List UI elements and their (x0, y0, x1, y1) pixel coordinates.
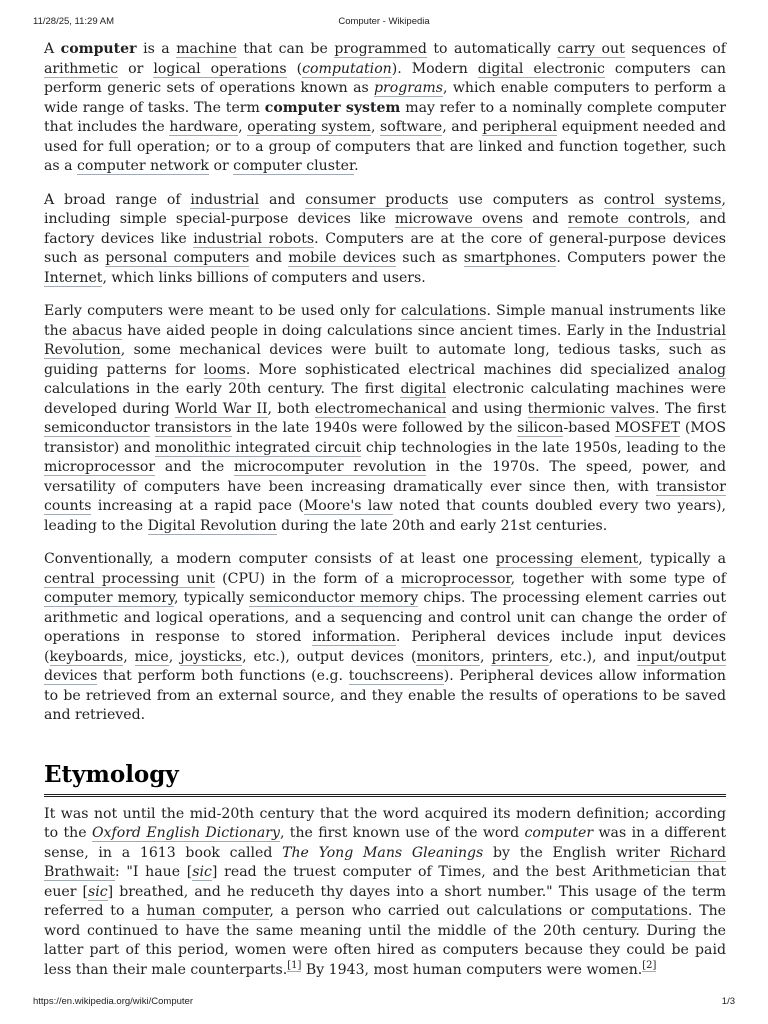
link-human-computer[interactable]: human computer (146, 903, 270, 919)
link-moores-law[interactable]: Moore's law (303, 498, 393, 514)
italic-term: computer (524, 825, 594, 841)
bold-term: computer (60, 41, 137, 57)
reference-1 (287, 960, 301, 972)
reference-link-1[interactable]: [1] (287, 959, 302, 971)
link-touchscreens[interactable]: touchscreens (348, 668, 444, 684)
link-input-output-devices[interactable]: input/output devices (44, 648, 726, 684)
print-page-number: 1/3 (721, 996, 735, 1007)
link-abacus[interactable]: abacus (72, 322, 123, 339)
link-silicon[interactable]: silicon (517, 420, 564, 436)
bold-term: computer system (264, 99, 401, 116)
reference-2 (642, 960, 656, 972)
link-electromechanical[interactable]: electromechanical (314, 400, 447, 417)
link-carry-out[interactable]: carry out (557, 41, 625, 57)
link-operating-system[interactable]: operating system (247, 119, 371, 135)
link-transistor-counts[interactable]: transistor counts (44, 478, 726, 514)
link-personal-computers[interactable]: personal computers (105, 250, 250, 266)
link-programmed[interactable]: programmed (334, 41, 427, 57)
link-computer-cluster[interactable]: computer cluster (233, 158, 355, 174)
link-calculations[interactable]: calculations (400, 303, 487, 319)
link-hardware[interactable]: hardware (169, 119, 239, 135)
link-computer-network[interactable]: computer network (77, 158, 209, 174)
link-microprocessor[interactable]: microprocessor (44, 459, 156, 475)
book-title: The Yong Mans Gleanings (282, 844, 484, 861)
link-microwave-ovens[interactable]: microwave ovens (395, 211, 524, 227)
link-joysticks[interactable]: joysticks (180, 648, 243, 665)
link-peripheral[interactable]: peripheral (482, 119, 558, 135)
link-sic[interactable]: sic (192, 864, 212, 880)
link-programs[interactable]: programs (374, 80, 444, 96)
link-thermionic-valves[interactable]: thermionic valves (527, 400, 656, 417)
link-machine[interactable]: machine (176, 41, 237, 57)
link-computer-memory[interactable]: computer memory (44, 590, 175, 606)
link-arithmetic[interactable]: arithmetic (44, 60, 119, 77)
intro-paragraph-2: A broad range of industrial and consumer products use computers as control systems, including simple special-purpose devices like microwave ovens and remote controls, and factory devices like industrial robots. Computers are at the core of general-purpose devices such as personal computers and mobile devices such as smartphones. Computers power the Internet, which links billions of computers and users. (44, 191, 727, 286)
link-microcomputer-revolution[interactable]: microcomputer revolution (233, 459, 427, 475)
link-computation[interactable]: computation (302, 60, 392, 77)
link-remote-controls[interactable]: remote controls (567, 211, 686, 227)
link-computations[interactable]: computations (591, 903, 688, 919)
link-richard-brathwait[interactable]: Richard Brathwait (44, 844, 726, 880)
link-mice[interactable]: mice (134, 648, 169, 665)
link-semiconductor-memory[interactable]: semiconductor memory (249, 590, 419, 606)
link-world-war-ii[interactable]: World War II (175, 400, 268, 417)
reference-link-2[interactable]: [2] (642, 959, 657, 971)
print-page-title: Computer - Wikipedia (338, 16, 430, 27)
link-printers[interactable]: printers (491, 648, 549, 665)
etymology-paragraph: It was not until the mid-20th century that the word acquired its modern definition; according to the Oxford English Dictionary, the first known use of the word computer was in a different sense, in a 1613 book called The Yong Mans Gleanings by the English writer Richard Brathwait: "I haue [sic] read the truest computer of Times, and the best Arithmetician that euer [sic] breathed, and he reduceth thy dayes into a short number." This usage of the term referred to a human computer, a person who carried out calculations or computations. The word continued to have the same meaning until the middle of the 20th century. During the latter part of this period, women were often hired as computers because they could be paid less than their male counterparts.[1] By 1943, most human computers were women.[2] (44, 805, 727, 978)
link-microprocessor[interactable]: microprocessor (401, 570, 511, 587)
link-semiconductor[interactable]: semiconductor (44, 420, 150, 436)
link-digital-revolution[interactable]: Digital Revolution (147, 517, 277, 534)
link-smartphones[interactable]: smartphones (463, 250, 557, 266)
link-monolithic-integrated-circuit[interactable]: monolithic integrated circuit (155, 439, 362, 456)
print-datetime: 11/28/25, 11:29 AM (33, 16, 114, 27)
link-industrial[interactable]: industrial (190, 191, 260, 208)
print-footer (33, 996, 735, 1010)
intro-paragraph-3: Early computers were meant to be used only for calculations. Simple manual instruments like the abacus have aided people in doing calculations since ancient times. Early in the Industrial Revolution, some mechanical devices were built to automate long, tedious tasks, such as guiding patterns for looms. More sophisticated electrical machines did specialized analog calculations in the early 20th century. The first digital electronic calculating machines were developed during World War II, both electromechanical and using thermionic valves. The first semiconductor transistors in the late 1940s were followed by the silicon-based MOSFET (MOS transistor) and monolithic integrated circuit chip technologies in the late 1950s, leading to the microprocessor and the microcomputer revolution in the 1970s. The speed, power, and versatility of computers have been increasing dramatically ever since then, with transistor counts increasing at a rapid pace (Moore's law noted that counts doubled every two years), leading to the Digital Revolution during the late 20th and early 21st centuries. (44, 303, 727, 534)
link-logical-operations[interactable]: logical operations (153, 60, 287, 77)
link-keyboards[interactable]: keyboards (49, 648, 124, 665)
link-central-processing-unit[interactable]: central processing unit (44, 570, 215, 587)
link-control-systems[interactable]: control systems (603, 191, 722, 208)
link-mobile-devices[interactable]: mobile devices (288, 250, 397, 266)
link-digital-electronic[interactable]: digital electronic (477, 60, 605, 77)
print-url: https://en.wikipedia.org/wiki/Computer (33, 996, 193, 1007)
link-consumer-products[interactable]: consumer products (305, 191, 449, 208)
link-looms[interactable]: looms (203, 361, 246, 378)
link-analog[interactable]: analog (678, 361, 726, 378)
link-processing-element[interactable]: processing element (495, 551, 639, 567)
link-internet[interactable]: Internet (44, 269, 103, 286)
intro-paragraph-1: A computer is a machine that can be programmed to automatically carry out sequences of arithmetic or logical operations (computation). Modern digital electronic computers can perform generic sets of operations known as programs, which enable computers to perform a wide range of tasks. The term computer system may refer to a nominally complete computer that includes the hardware, operating system, software, and peripheral equipment needed and used for full operation; or to a group of computers that are linked and function together, such as a computer network or computer cluster. (44, 41, 727, 174)
link-information[interactable]: information (312, 629, 396, 645)
link-monitors[interactable]: monitors (416, 648, 481, 665)
link-oxford-english-dictionary[interactable]: Oxford English Dictionary (91, 825, 280, 841)
link-sic[interactable]: sic (88, 883, 108, 900)
section-heading-etymology: Etymology (44, 760, 726, 797)
link-industrial-revolution[interactable]: Industrial Revolution (44, 322, 726, 358)
link-digital[interactable]: digital (400, 381, 447, 397)
link-transistors[interactable]: transistors (154, 420, 232, 436)
link-software[interactable]: software (380, 119, 443, 135)
print-header (33, 16, 735, 30)
link-industrial-robots[interactable]: industrial robots (193, 230, 315, 247)
link-mosfet[interactable]: MOSFET (614, 420, 681, 436)
article-content (44, 38, 726, 994)
intro-paragraph-4: Conventionally, a modern computer consists of at least one processing element, typically a central processing unit (CPU) in the form of a microprocessor, together with some type of computer memory, typically semiconductor memory chips. The processing element carries out arithmetic and logical operations, and a sequencing and control unit can change the order of operations in response to stored information. Peripheral devices include input devices (keyboards, mice, joysticks, etc.), output devices (monitors, printers, etc.), and input/output devices that perform both functions (e.g. touchscreens). Peripheral devices allow information to be retrieved from an external source, and they enable the results of operations to be saved and retrieved. (44, 551, 727, 723)
